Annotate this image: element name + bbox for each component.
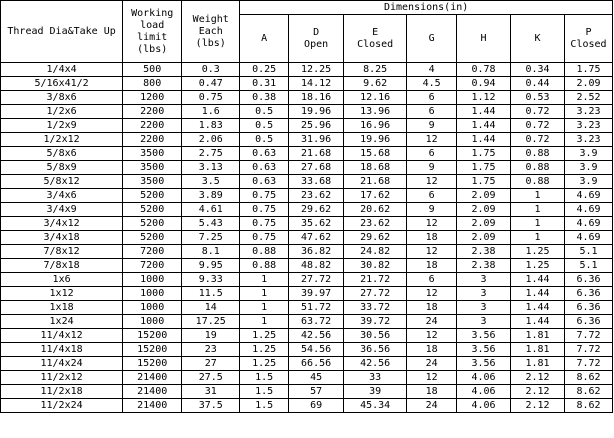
cell-h: 2.09 [457,203,511,217]
cell-p-closed: 7.72 [564,357,612,371]
cell-thread: 11/2x24 [1,399,123,413]
cell-p-closed: 2.09 [564,77,612,91]
header-e-closed: E Closed [344,15,407,63]
cell-weight: 27.5 [182,371,240,385]
cell-e-closed: 13.96 [344,105,407,119]
cell-d-open: 12.25 [289,63,344,77]
cell-a: 0.5 [240,133,289,147]
cell-g: 9 [407,119,457,133]
cell-e-closed: 18.68 [344,161,407,175]
cell-thread: 1x12 [1,287,123,301]
cell-d-open: 54.56 [289,343,344,357]
cell-a: 0.5 [240,119,289,133]
cell-p-closed: 5.1 [564,259,612,273]
cell-k: 2.12 [511,385,565,399]
cell-g: 6 [407,147,457,161]
cell-thread: 1x18 [1,301,123,315]
cell-h: 2.09 [457,189,511,203]
cell-g: 18 [407,343,457,357]
cell-g: 24 [407,315,457,329]
cell-working-load-limit: 15200 [123,329,182,343]
cell-h: 4.06 [457,371,511,385]
cell-g: 24 [407,357,457,371]
header-k: K [511,15,565,63]
cell-d-open: 66.56 [289,357,344,371]
table-row [1,147,613,161]
table-row [1,287,613,301]
cell-working-load-limit: 21400 [123,371,182,385]
cell-k: 1.44 [511,315,565,329]
cell-thread: 5/8x12 [1,175,123,189]
cell-a: 0.75 [240,217,289,231]
cell-e-closed: 20.62 [344,203,407,217]
cell-d-open: 21.68 [289,147,344,161]
header-dimensions: Dimensions(in) [240,1,613,15]
cell-g: 6 [407,105,457,119]
cell-thread: 5/16x41/2 [1,77,123,91]
cell-k: 0.88 [511,175,565,189]
cell-k: 1.44 [511,301,565,315]
cell-e-closed: 15.68 [344,147,407,161]
cell-e-closed: 36.56 [344,343,407,357]
cell-h: 4.06 [457,385,511,399]
header-h: H [457,15,511,63]
cell-e-closed: 16.96 [344,119,407,133]
cell-e-closed: 9.62 [344,77,407,91]
cell-d-open: 51.72 [289,301,344,315]
cell-thread: 7/8x18 [1,259,123,273]
cell-weight: 3.89 [182,189,240,203]
cell-weight: 23 [182,343,240,357]
cell-g: 6 [407,189,457,203]
cell-thread: 3/4x12 [1,217,123,231]
cell-h: 2.09 [457,231,511,245]
table-row [1,175,613,189]
cell-e-closed: 17.62 [344,189,407,203]
cell-p-closed: 6.36 [564,301,612,315]
cell-p-closed: 3.9 [564,161,612,175]
table-row [1,105,613,119]
cell-g: 12 [407,287,457,301]
cell-weight: 0.47 [182,77,240,91]
cell-e-closed: 12.16 [344,91,407,105]
cell-a: 0.31 [240,77,289,91]
cell-working-load-limit: 15200 [123,357,182,371]
cell-a: 1.25 [240,329,289,343]
table-row [1,399,613,413]
cell-g: 18 [407,231,457,245]
cell-p-closed: 6.36 [564,273,612,287]
cell-thread: 3/4x18 [1,231,123,245]
cell-e-closed: 39.72 [344,315,407,329]
header-weight-each: Weight Each (lbs) [182,1,240,63]
cell-working-load-limit: 500 [123,63,182,77]
cell-a: 0.63 [240,147,289,161]
cell-working-load-limit: 3500 [123,147,182,161]
cell-working-load-limit: 7200 [123,245,182,259]
cell-working-load-limit: 5200 [123,203,182,217]
cell-weight: 4.61 [182,203,240,217]
cell-e-closed: 39 [344,385,407,399]
cell-h: 1.75 [457,147,511,161]
cell-d-open: 23.62 [289,189,344,203]
cell-g: 6 [407,91,457,105]
cell-weight: 3.13 [182,161,240,175]
cell-k: 0.72 [511,105,565,119]
cell-e-closed: 30.56 [344,329,407,343]
cell-e-closed: 24.82 [344,245,407,259]
cell-p-closed: 8.62 [564,371,612,385]
cell-k: 0.53 [511,91,565,105]
cell-a: 1 [240,273,289,287]
cell-thread: 3/4x9 [1,203,123,217]
cell-g: 18 [407,385,457,399]
cell-h: 1.44 [457,119,511,133]
cell-p-closed: 2.52 [564,91,612,105]
cell-weight: 5.43 [182,217,240,231]
cell-h: 3 [457,301,511,315]
cell-d-open: 33.68 [289,175,344,189]
header-d-open: D Open [289,15,344,63]
cell-d-open: 42.56 [289,329,344,343]
cell-h: 2.38 [457,259,511,273]
cell-k: 0.72 [511,119,565,133]
cell-p-closed: 7.72 [564,343,612,357]
cell-working-load-limit: 3500 [123,161,182,175]
cell-e-closed: 29.62 [344,231,407,245]
cell-d-open: 47.62 [289,231,344,245]
cell-k: 1.44 [511,287,565,301]
cell-working-load-limit: 800 [123,77,182,91]
cell-h: 0.78 [457,63,511,77]
cell-working-load-limit: 1200 [123,91,182,105]
cell-k: 1 [511,203,565,217]
cell-weight: 0.75 [182,91,240,105]
table-row [1,203,613,217]
table-row [1,217,613,231]
cell-h: 3 [457,287,511,301]
cell-k: 0.88 [511,147,565,161]
cell-weight: 8.1 [182,245,240,259]
cell-weight: 7.25 [182,231,240,245]
cell-e-closed: 21.68 [344,175,407,189]
cell-g: 18 [407,259,457,273]
cell-k: 0.34 [511,63,565,77]
cell-weight: 9.95 [182,259,240,273]
cell-working-load-limit: 1000 [123,301,182,315]
cell-e-closed: 19.96 [344,133,407,147]
table-body [1,63,613,413]
cell-thread: 1x24 [1,315,123,329]
cell-thread: 11/4x18 [1,343,123,357]
cell-e-closed: 27.72 [344,287,407,301]
table-row [1,273,613,287]
cell-working-load-limit: 3500 [123,175,182,189]
cell-a: 0.88 [240,259,289,273]
cell-g: 9 [407,203,457,217]
cell-e-closed: 8.25 [344,63,407,77]
cell-e-closed: 45.34 [344,399,407,413]
cell-d-open: 36.82 [289,245,344,259]
table-row [1,91,613,105]
table-row [1,343,613,357]
cell-weight: 3.5 [182,175,240,189]
cell-d-open: 35.62 [289,217,344,231]
cell-working-load-limit: 2200 [123,105,182,119]
cell-a: 0.88 [240,245,289,259]
cell-g: 18 [407,301,457,315]
cell-g: 12 [407,245,457,259]
cell-k: 2.12 [511,399,565,413]
cell-e-closed: 33 [344,371,407,385]
cell-thread: 1x6 [1,273,123,287]
header-g: G [407,15,457,63]
cell-d-open: 39.97 [289,287,344,301]
table-row [1,77,613,91]
cell-p-closed: 4.69 [564,189,612,203]
cell-p-closed: 8.62 [564,385,612,399]
cell-p-closed: 8.62 [564,399,612,413]
cell-p-closed: 1.75 [564,63,612,77]
cell-e-closed: 30.82 [344,259,407,273]
cell-d-open: 14.12 [289,77,344,91]
cell-g: 12 [407,371,457,385]
cell-g: 12 [407,133,457,147]
cell-weight: 19 [182,329,240,343]
cell-g: 12 [407,217,457,231]
cell-thread: 1/2x6 [1,105,123,119]
cell-a: 1.25 [240,343,289,357]
cell-thread: 1/2x12 [1,133,123,147]
cell-working-load-limit: 1000 [123,287,182,301]
cell-weight: 0.3 [182,63,240,77]
cell-p-closed: 3.9 [564,175,612,189]
table-row [1,301,613,315]
cell-g: 24 [407,399,457,413]
cell-weight: 27 [182,357,240,371]
cell-d-open: 69 [289,399,344,413]
table-row [1,63,613,77]
cell-g: 12 [407,329,457,343]
cell-d-open: 18.16 [289,91,344,105]
cell-a: 0.63 [240,161,289,175]
cell-p-closed: 4.69 [564,231,612,245]
cell-thread: 11/2x12 [1,371,123,385]
cell-weight: 2.75 [182,147,240,161]
cell-h: 4.06 [457,399,511,413]
cell-p-closed: 7.72 [564,329,612,343]
cell-weight: 1.6 [182,105,240,119]
cell-k: 1.81 [511,343,565,357]
cell-working-load-limit: 2200 [123,133,182,147]
cell-thread: 3/8x6 [1,91,123,105]
cell-p-closed: 5.1 [564,245,612,259]
cell-working-load-limit: 5200 [123,231,182,245]
cell-k: 0.88 [511,161,565,175]
cell-working-load-limit: 5200 [123,189,182,203]
cell-a: 1 [240,301,289,315]
cell-k: 0.44 [511,77,565,91]
cell-weight: 9.33 [182,273,240,287]
cell-k: 1.25 [511,245,565,259]
cell-a: 1 [240,315,289,329]
cell-p-closed: 4.69 [564,217,612,231]
cell-g: 12 [407,175,457,189]
cell-weight: 37.5 [182,399,240,413]
table-row [1,161,613,175]
cell-working-load-limit: 2200 [123,119,182,133]
cell-g: 4.5 [407,77,457,91]
table-row [1,119,613,133]
cell-a: 0.75 [240,189,289,203]
cell-h: 2.09 [457,217,511,231]
cell-e-closed: 21.72 [344,273,407,287]
cell-thread: 1/4x4 [1,63,123,77]
cell-k: 1.25 [511,259,565,273]
cell-a: 1.5 [240,399,289,413]
cell-h: 1.44 [457,133,511,147]
cell-e-closed: 23.62 [344,217,407,231]
cell-weight: 17.25 [182,315,240,329]
cell-k: 1.81 [511,329,565,343]
cell-k: 0.72 [511,133,565,147]
cell-k: 2.12 [511,371,565,385]
cell-thread: 11/4x12 [1,329,123,343]
table-row [1,231,613,245]
cell-p-closed: 4.69 [564,203,612,217]
table-row [1,385,613,399]
cell-h: 1.75 [457,161,511,175]
table-row [1,371,613,385]
cell-h: 1.12 [457,91,511,105]
cell-p-closed: 3.23 [564,105,612,119]
cell-d-open: 57 [289,385,344,399]
cell-h: 0.94 [457,77,511,91]
cell-k: 1 [511,217,565,231]
cell-weight: 1.83 [182,119,240,133]
cell-d-open: 31.96 [289,133,344,147]
cell-d-open: 63.72 [289,315,344,329]
cell-weight: 31 [182,385,240,399]
cell-working-load-limit: 1000 [123,273,182,287]
cell-d-open: 48.82 [289,259,344,273]
cell-k: 1.81 [511,357,565,371]
cell-a: 0.75 [240,231,289,245]
cell-thread: 1/2x9 [1,119,123,133]
cell-p-closed: 6.36 [564,287,612,301]
cell-h: 3 [457,315,511,329]
cell-d-open: 27.72 [289,273,344,287]
cell-g: 9 [407,161,457,175]
cell-thread: 7/8x12 [1,245,123,259]
cell-d-open: 25.96 [289,119,344,133]
cell-a: 0.75 [240,203,289,217]
table-row [1,259,613,273]
cell-working-load-limit: 5200 [123,217,182,231]
cell-p-closed: 6.36 [564,315,612,329]
cell-working-load-limit: 15200 [123,343,182,357]
cell-a: 0.38 [240,91,289,105]
header-working-load-limit: Working load limit (lbs) [123,1,182,63]
cell-thread: 5/8x6 [1,147,123,161]
cell-weight: 2.06 [182,133,240,147]
table-row [1,329,613,343]
table-row [1,189,613,203]
table-row [1,315,613,329]
cell-h: 2.38 [457,245,511,259]
cell-thread: 5/8x9 [1,161,123,175]
cell-p-closed: 3.9 [564,147,612,161]
header-p-closed: P Closed [564,15,612,63]
cell-a: 1.5 [240,385,289,399]
cell-working-load-limit: 21400 [123,385,182,399]
cell-d-open: 19.96 [289,105,344,119]
header-thread: Thread Dia&Take Up [1,1,123,63]
cell-p-closed: 3.23 [564,133,612,147]
cell-e-closed: 42.56 [344,357,407,371]
cell-k: 1 [511,231,565,245]
cell-d-open: 29.62 [289,203,344,217]
cell-h: 3 [457,273,511,287]
cell-g: 4 [407,63,457,77]
cell-thread: 3/4x6 [1,189,123,203]
cell-k: 1 [511,189,565,203]
cell-weight: 14 [182,301,240,315]
cell-p-closed: 3.23 [564,119,612,133]
cell-h: 1.44 [457,105,511,119]
cell-d-open: 27.68 [289,161,344,175]
cell-d-open: 45 [289,371,344,385]
cell-a: 1.5 [240,371,289,385]
cell-a: 1.25 [240,357,289,371]
table-row [1,357,613,371]
cell-working-load-limit: 7200 [123,259,182,273]
table-row [1,133,613,147]
cell-working-load-limit: 1000 [123,315,182,329]
cell-k: 1.44 [511,273,565,287]
cell-working-load-limit: 21400 [123,399,182,413]
cell-a: 0.63 [240,175,289,189]
cell-a: 0.5 [240,105,289,119]
cell-a: 0.25 [240,63,289,77]
cell-e-closed: 33.72 [344,301,407,315]
cell-a: 1 [240,287,289,301]
cell-h: 3.56 [457,343,511,357]
cell-thread: 11/4x24 [1,357,123,371]
cell-g: 6 [407,273,457,287]
cell-thread: 11/2x18 [1,385,123,399]
cell-h: 3.56 [457,357,511,371]
cell-h: 3.56 [457,329,511,343]
table-row [1,245,613,259]
cell-h: 1.75 [457,175,511,189]
header-a: A [240,15,289,63]
cell-weight: 11.5 [182,287,240,301]
